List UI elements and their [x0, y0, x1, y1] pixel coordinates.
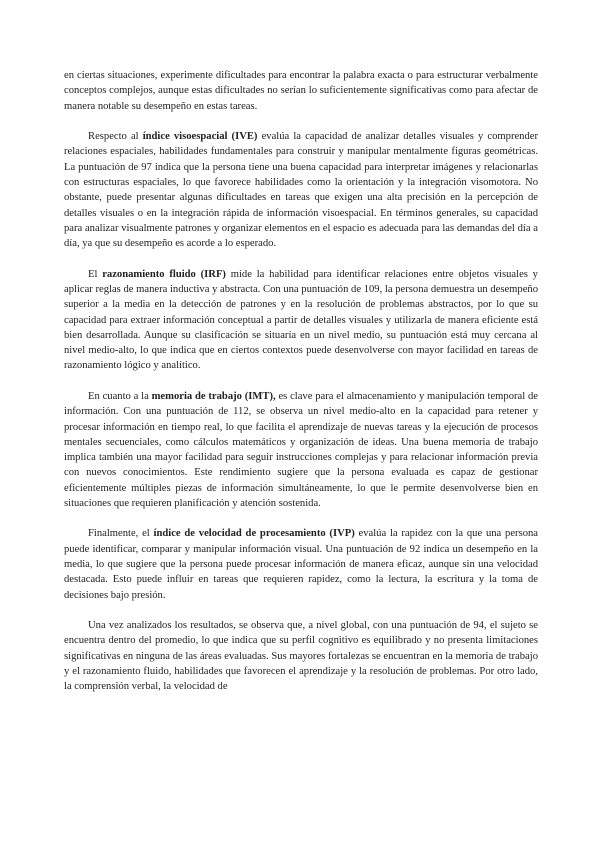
bold-term-ivp: índice de velocidad de procesamiento (IVP) [153, 528, 355, 540]
paragraph-fluid-reasoning [64, 267, 538, 374]
paragraph-text: Respecto al [88, 131, 143, 143]
paragraph-text: Una vez analizados los resultados, se observa que, a nivel global, con una puntuación de 94, el sujeto se encuentra dentro del promedio, lo que indica que su perfil cognitivo es equilibrado y no presenta limitaciones significativas en ninguna de las áreas evaluadas. Sus mayores fortalezas se encuentran en la memoria de trabajo y el razonamiento fluido, habilidades que favorecen el aprendizaje y la resolución de problemas. Por otro lado, la comprensión verbal, la velocidad de [64, 620, 538, 693]
paragraph-text: en ciertas situaciones, experimente dificultades para encontrar la palabra exacta o para estructurar verbalmente conceptos complejos, aunque estas dificultades no serían lo suficientemente significativas como para afectar de manera notable su desempeño en estas tareas. [64, 70, 538, 112]
paragraph-text: Finalmente, el [88, 528, 154, 540]
paragraph-global-summary [64, 618, 538, 694]
bold-term-imt: memoria de trabajo (IMT), [151, 390, 276, 402]
paragraph-text: mide la habilidad para identificar relaciones entre objetos visuales y aplicar reglas de manera inductiva y abstracta. Con una puntuación de 109, la persona demuestra un desempeño superior a la media en la detección de patrones y en la resolución de problemas abstractos, por lo que su capacidad para extraer información conceptual a partir de detalles visuales y utilizarla de manera eficiente está bien desarrollada. Aunque su clasificación se situaría en un nivel medio, su puntuación está muy cercana al nivel medio-alto, lo que indica que en ciertos contextos puede desenvolverse con mayor facilidad en tareas de razonamiento lógico y analítico. [64, 268, 538, 372]
paragraph-working-memory [64, 389, 538, 511]
paragraph-visuospatial-index [64, 129, 538, 251]
paragraph-text: evalúa la rapidez con la que una persona puede identificar, comparar y manipular información visual. Una puntuación de 92 indica un desempeño en la media, lo que sugiere que la persona puede procesar información de manera eficaz, aunque sin una velocidad destacada. Esto puede influir en tareas que requieren rapidez, como la lectura, la escritura y la toma de decisiones bajo presión. [64, 528, 538, 601]
paragraph-text: es clave para el almacenamiento y manipulación temporal de información. Con una puntuación de 112, se observa un nivel medio-alto en la capacidad para retener y procesar información en tiempo real, lo que facilita el aprendizaje de nuevas tareas y la ejecución de procesos mentales secuenciales, como cálculos matemáticos y organización de ideas. Una buena memoria de trabajo implica también una mayor facilidad para seguir instrucciones complejas y para relacionar información previa con nuevos conocimientos. Este rendimiento sugiere que la persona evaluada es capaz de gestionar eficientemente múltiples piezas de información simultáneamente, lo que le permite desenvolverse bien en situaciones que requieren planificación y atención sostenida. [64, 390, 538, 509]
paragraph-text: evalúa la capacidad de analizar detalles visuales y comprender relaciones espaciales, habilidades fundamentales para construir y manipular mentalmente figuras geométricas. La puntuación de 97 indica que la persona tiene una buena capacidad para interpretar imágenes y relacionarlas con estructuras espaciales, lo que favorece habilidades como la orientación y la integración visomotora. No obstante, puede presentar algunas dificultades en tareas que exigen una alta precisión en la percepción de detalles visuales o en la integración rápida de información visoespacial. En términos generales, su capacidad para analizar visualmente patrones y organizar elementos en el espacio es adecuada para las demandas del día a día, ya que su desempeño es acorde a lo esperado. [64, 131, 539, 250]
paragraph-processing-speed [64, 526, 538, 602]
paragraph-text: El [88, 268, 103, 280]
bold-term-ive: índice visoespacial (IVE) [142, 131, 258, 143]
bold-term-irf: razonamiento fluido (IRF) [102, 268, 226, 280]
paragraph-verbal-comprehension-continuation [64, 68, 538, 114]
paragraph-text: En cuanto a la [88, 390, 152, 402]
